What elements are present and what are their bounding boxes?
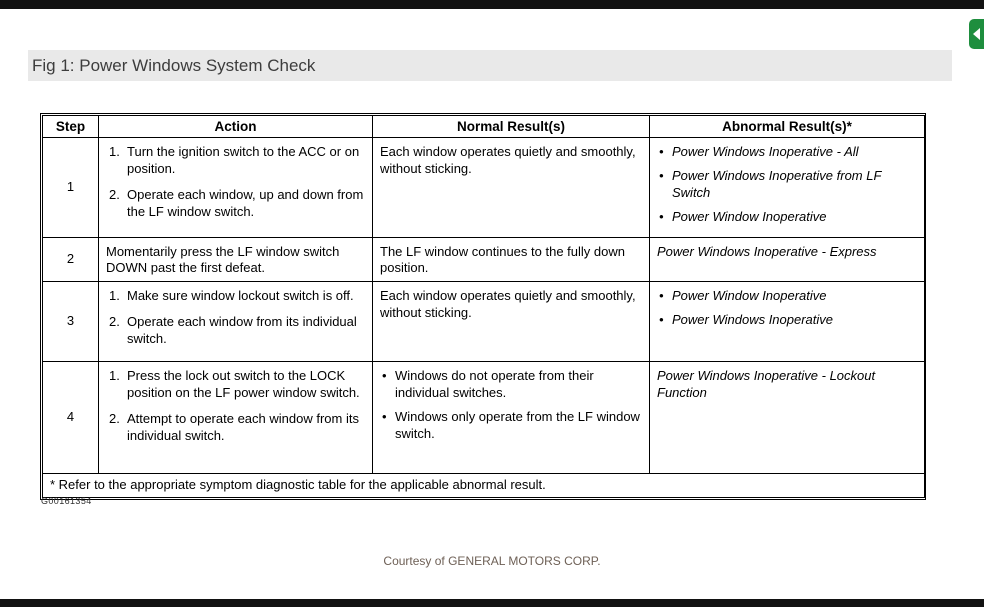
action-item: Operate each window, up and down from the LF window switch. (127, 186, 364, 219)
header-step: Step (43, 116, 99, 138)
action-cell (99, 362, 373, 474)
courtesy-line: Courtesy of GENERAL MOTORS CORP. (383, 554, 601, 568)
normal-result-text: Each window operates quietly and smoothly, without sticking. (380, 288, 636, 321)
normal-result-cell (373, 237, 650, 282)
abnormal-result-item: • Power Window Inoperative (657, 209, 917, 226)
side-action-button[interactable] (969, 19, 984, 49)
table-row-step-2 (43, 237, 925, 282)
action-item: Attempt to operate each window from its individual switch. (127, 411, 359, 444)
step-number: 4 (43, 362, 99, 474)
abnormal-result-text: Power Windows Inoperative - Express (657, 243, 877, 259)
action-cell (99, 282, 373, 362)
footnote-row (43, 474, 925, 498)
abnormal-result-item: • Power Windows Inoperative - All (657, 144, 917, 161)
step-number: 2 (43, 237, 99, 282)
normal-result-cell (373, 282, 650, 362)
step-number: 3 (43, 282, 99, 362)
table-row-step-3 (43, 282, 925, 362)
abnormal-result-cell (650, 138, 925, 238)
chevron-left-icon (973, 28, 980, 40)
abnormal-result-text: Power Windows Inoperative - Lockout Function (657, 368, 876, 401)
header-abnormal-results: Abnormal Result(s)* (650, 116, 925, 138)
table-footnote: * Refer to the appropriate symptom diagnostic table for the applicable abnormal result. (43, 474, 925, 498)
normal-result-item: • Windows only operate from the LF window switch. (380, 409, 642, 443)
abnormal-result-cell (650, 282, 925, 362)
figure-id: G00161354 (41, 496, 92, 506)
system-check-table (40, 113, 926, 500)
step-number: 1 (43, 138, 99, 238)
action-cell (99, 237, 373, 282)
figure-title: Fig 1: Power Windows System Check (32, 55, 316, 75)
action-text: Momentarily press the LF window switch DOWN past the first defeat. (106, 243, 340, 276)
window-bottom-border (0, 599, 984, 607)
header-action: Action (99, 116, 373, 138)
abnormal-result-item: • Power Window Inoperative (657, 288, 917, 305)
action-item: Turn the ignition switch to the ACC or on position. (127, 144, 360, 176)
action-item: Make sure window lockout switch is off. (127, 288, 354, 304)
normal-result-text: The LF window continues to the fully down position. (380, 243, 625, 276)
action-cell (99, 138, 373, 238)
abnormal-result-item: • Power Windows Inoperative (657, 312, 917, 329)
normal-result-text: Each window operates quietly and smoothly, without sticking. (380, 144, 636, 176)
abnormal-result-item: • Power Windows Inoperative from LF Switch (657, 168, 917, 202)
normal-result-item: • Windows do not operate from their individual switches. (380, 368, 642, 402)
abnormal-result-cell (650, 237, 925, 282)
window-top-border (0, 0, 984, 9)
normal-result-cell (373, 362, 650, 474)
action-item: Press the lock out switch to the LOCK position on the LF power window switch. (127, 368, 360, 401)
table-header-row (43, 116, 925, 138)
figure-title-bar (28, 50, 952, 81)
action-item: Operate each window from its individual switch. (127, 314, 357, 347)
table-row-step-1 (43, 138, 925, 238)
abnormal-result-cell (650, 362, 925, 474)
table-row-step-4 (43, 362, 925, 474)
normal-result-cell (373, 138, 650, 238)
header-normal-results: Normal Result(s) (373, 116, 650, 138)
